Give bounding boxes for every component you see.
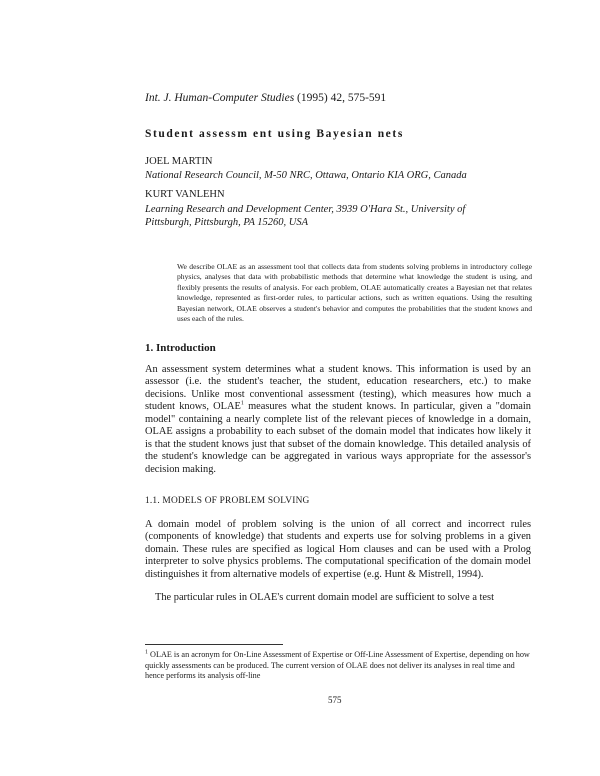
page-number: 575	[328, 695, 342, 705]
subsection-heading-models: 1.1. MODELS OF PROBLEM SOLVING	[145, 496, 310, 506]
footnote-divider	[145, 644, 283, 645]
models-paragraph-1: A domain model of problem solving is the union of all correct and incorrect rules (components of knowledge) that students and experts use for solving problems in a given domain. These rules are specified as logical Hom clauses and can be used with a Prolog interpreter to solve physics problems. The computational specification of the domain model distinguishes it from alternative models of expertise (e.g. Hunt & Mistrell, 1994).	[145, 519, 531, 580]
author-affiliation-2: Learning Research and Development Center, 3939 O'Hara St., University of Pittsburgh, Pittsburgh, PA 15260, USA	[145, 204, 466, 228]
author-name-2: KURT VANLEHN	[145, 189, 225, 200]
intro-text-part1: An assessment system determines what a student knows. This information is used by an assessor (i.e. the student's teacher, the student, education researchers, etc.) to make decisions. Unlike most conventional assessment (testing), which measures how much a student knows, OLAE	[145, 364, 531, 413]
abstract: We describe OLAE as an assessment tool that collects data from students solving problems in introductory college physics, analyses that data with probabilistic methods that determine what knowledge the student is using, and flexibly presents the results of analysis. For each problem, OLAE automatically creates a Bayesian net that relates knowledge, represented as first-order rules, to particular actions, such as written equations. Using the resulting Bayesian network, OLAE observes a student's behavior and computes the probabilities that the student knows and uses each of the rules.	[177, 262, 532, 324]
footnote	[145, 650, 531, 682]
journal-citation	[145, 92, 386, 104]
paper-title: Student assessm ent using Bayesian nets	[145, 128, 404, 140]
journal-name: Int. J. Human-Computer Studies	[145, 92, 295, 104]
journal-volume-pages: (1995) 42, 575-591	[297, 92, 387, 104]
footnote-text: OLAE is an acronym for On-Line Assessment of Expertise or Off-Line Assessment of Expertise, depending on how quickly assessments can be produced. The current version of OLAE does not deliver its analyses in real time and hence performs its analysis off-line	[145, 650, 530, 681]
footnote-ref: 1	[240, 400, 244, 407]
author-name-1: JOEL MARTIN	[145, 156, 213, 167]
author-affiliation-1: National Research Council, M-50 NRC, Ottawa, Ontario KIA ORG, Canada	[145, 170, 467, 181]
intro-paragraph	[145, 364, 531, 476]
intro-text-part2: measures what the student knows. In particular, given a "domain model" containing a nearly complete list of the relevant pieces of knowledge in a domain, OLAE assigns a probability to each subset of the domain model that indicates how likely it is that the student knows just that subset of the domain knowledge. This detailed analysis of the student's knowledge can be aggregated in various ways appropriate for the assessor's decision making.	[145, 401, 531, 475]
models-paragraph-2: The particular rules in OLAE's current domain model are sufficient to solve a test	[155, 592, 494, 603]
section-heading-introduction: 1. Introduction	[145, 342, 216, 354]
footnote-mark: 1	[145, 649, 148, 656]
